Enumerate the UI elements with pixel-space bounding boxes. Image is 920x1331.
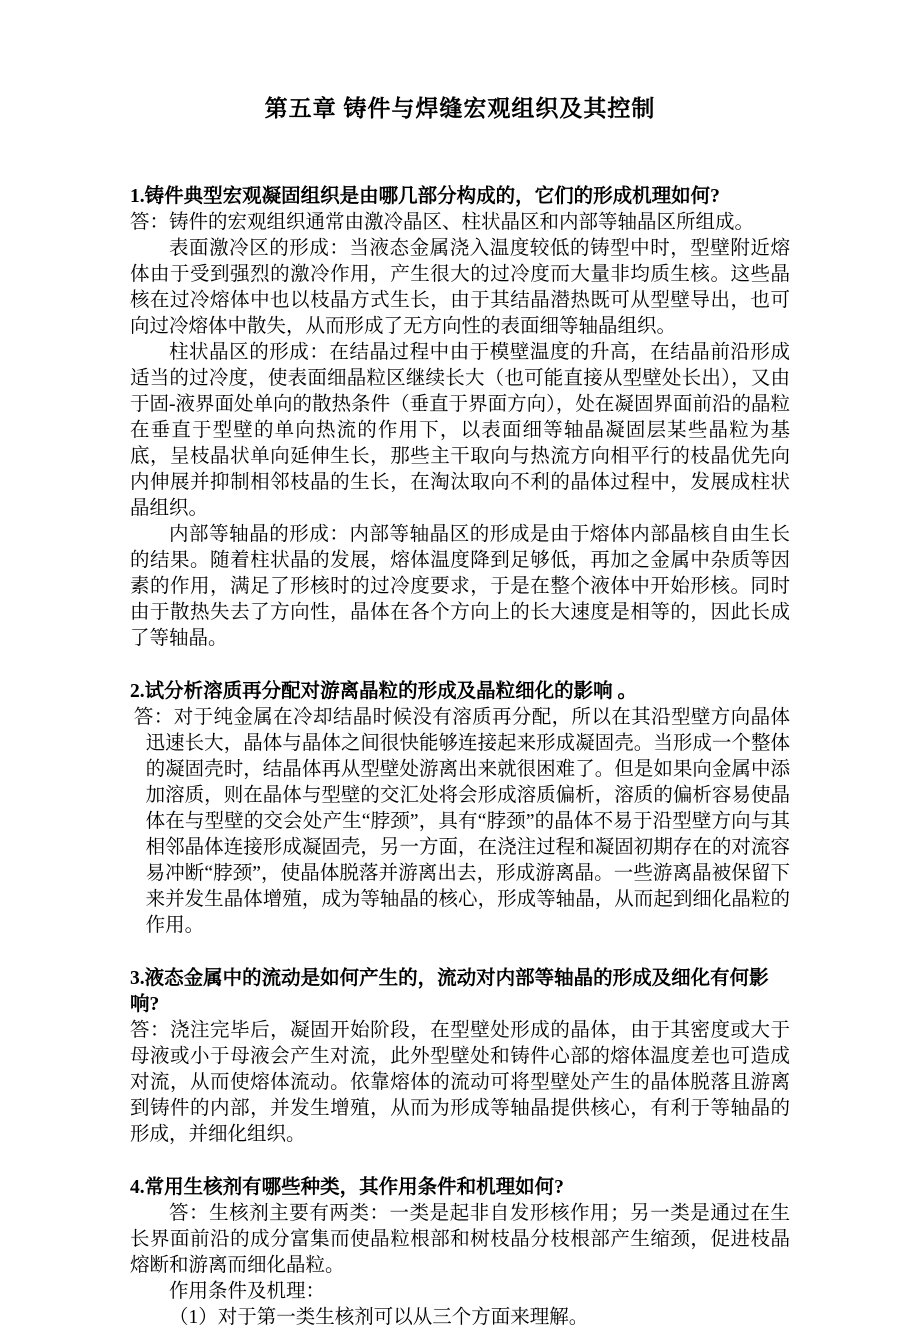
answer-1-paragraph-3: 柱状晶区的形成：在结晶过程中由于模壁温度的升高，在结晶前沿形成适当的过冷度，使表面细晶粒区继续长大（也可能直接从型壁处长出），又由于固-液界面处单向的散热条件（垂直于界面方向），处在凝固界面前沿的晶粒在垂直于型壁的单向热流的作用下，以表面细等轴晶凝固层某些晶粒为基底，呈枝晶状单向延伸生长，那些主干取向与热流方向相平行的枝晶优先向内伸展并抑制相邻枝晶的生长，在淘汰取向不利的晶体过程中，发展成柱状晶组织。 — [130, 342, 790, 519]
answer-4-paragraph-1: 答：生核剂主要有两类：一类是起非自发形核作用；另一类是通过在生长界面前沿的成分富集而使晶粒根部和树枝晶分枝根部产生缩颈，促进枝晶熔断和游离而细化晶粒。 — [130, 1203, 790, 1276]
qa-section-2 — [130, 679, 790, 939]
question-3: 3.液态金属中的流动是如何产生的，流动对内部等轴晶的形成及细化有何影响? — [130, 968, 769, 1015]
question-2: 2.试分析溶质再分配对游离晶粒的形成及晶粒细化的影响 。 — [130, 681, 638, 702]
question-4: 4.常用生核剂有哪些种类，其作用条件和机理如何? — [130, 1177, 564, 1198]
answer-4-paragraph-2: 作用条件及机理： — [169, 1281, 326, 1302]
qa-section-4 — [130, 1175, 790, 1331]
answer-1-paragraph-1: 答：铸件的宏观组织通常由激冷晶区、柱状晶区和内部等轴晶区所组成。 — [130, 212, 755, 233]
page-title: 第五章 铸件与焊缝宏观组织及其控制 — [264, 96, 656, 121]
answer-1-paragraph-4: 内部等轴晶的形成：内部等轴晶区的形成是由于熔体内部晶核自由生长的结果。随着柱状晶的发展，熔体温度降到足够低，再加之金属中杂质等因素的作用，满足了形核时的过冷度要求，于是在整个液体中开始形核。同时由于散热失去了方向性，晶体在各个方向上的长大速度是相等的，因此长成了等轴晶。 — [130, 524, 790, 649]
answer-4-paragraph-3: （1）对于第一类生核剂可以从三个方面来理解。 — [169, 1307, 589, 1328]
answer-2-paragraph-1: 答：对于纯金属在冷却结晶时候没有溶质再分配，所以在其沿型壁方向晶体迅速长大，晶体与晶体之间很快能够连接起来形成凝固壳。当形成一个整体的凝固壳时，结晶体再从型壁处游离出来就很困难了。但是如果向金属中添加溶质，则在晶体与型壁的交汇处将会形成溶质偏析，溶质的偏析容易使晶体在与型壁的交会处产生“脖颈”，具有“脖颈”的晶体不易于沿型壁方向与其相邻晶体连接形成凝固壳，另一方面，在浇注过程和凝固初期存在的对流容易冲断“脖颈”，使晶体脱落并游离出去，形成游离晶。一些游离晶被保留下来并发生晶体增殖，成为等轴晶的核心，形成等轴晶，从而起到细化晶粒的作用。 — [133, 707, 790, 936]
question-1: 1.铸件典型宏观凝固组织是由哪几部分构成的，它们的形成机理如何? — [130, 186, 720, 207]
answer-3-paragraph-1: 答：浇注完毕后，凝固开始阶段，在型壁处形成的晶体，由于其密度或大于母液或小于母液会产生对流，此外型壁处和铸件心部的熔体温度差也可造成对流，从而使熔体流动。依靠熔体的流动可将型壁处产生的晶体脱落且游离到铸件的内部，并发生增殖，从而为形成等轴晶提供核心，有利于等轴晶的形成，并细化组织。 — [130, 1020, 790, 1145]
answer-1-paragraph-2: 表面激冷区的形成：当液态金属浇入温度较低的铸型中时，型壁附近熔体由于受到强烈的激冷作用，产生很大的过冷度而大量非均质生核。这些晶核在过冷熔体中也以枝晶方式生长，由于其结晶潜热既可从型壁导出，也可向过冷熔体中散失，从而形成了无方向性的表面细等轴晶组织。 — [130, 238, 790, 337]
qa-section-1 — [130, 184, 790, 652]
qa-section-3 — [130, 966, 790, 1148]
